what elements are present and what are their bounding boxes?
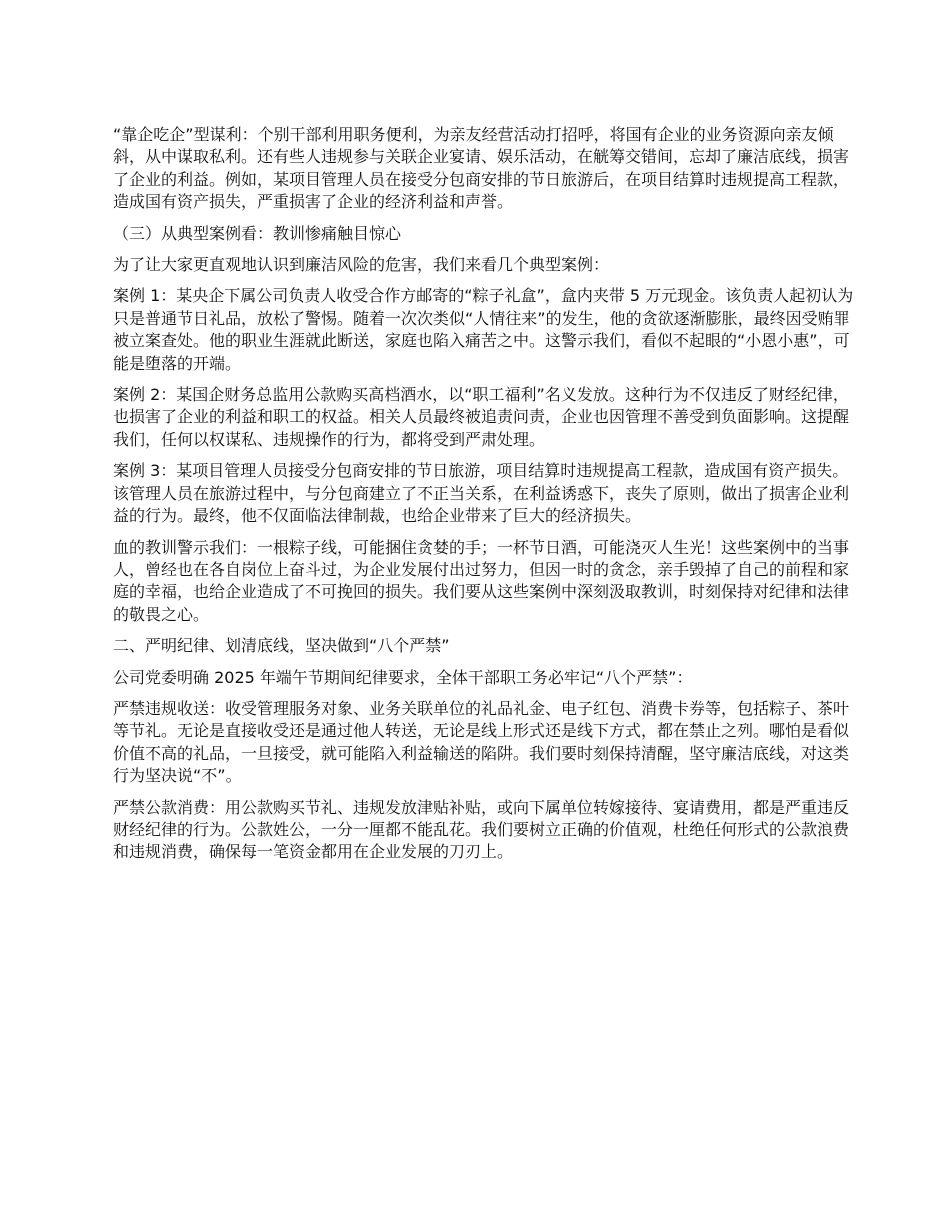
document-page — [113, 124, 859, 873]
section-heading-typical-cases: （三）从典型案例看：教训惨痛触目惊心 — [113, 223, 402, 243]
section-heading-eight-prohibitions: 二、严明纪律、划清底线，坚决做到“八个严禁” — [113, 636, 450, 656]
paragraph-kaoqi-chiqi: “靠企吃企”型谋利：个别干部利用职务便利，为亲友经营活动打招呼，将国有企业的业务资源向亲友倾斜，从中谋取私利。还有些人违规参与关联企业宴请、娱乐活动，在觥筹交错间，忘却了廉洁底线，损害了企业的利益。例如，某项目管理人员在接受分包商安排的节日旅游后，在项目结算时违规提高工程款，造成国有资产损失，严重损害了企业的经济利益和声誉。 — [113, 125, 850, 212]
paragraph-no-gifts: 严禁违规收送：收受管理服务对象、业务关联单位的礼品礼金、电子红包、消费卡券等，包括粽子、茶叶等节礼。无论是直接收受还是通过他人转送，无论是线上形式还是线下方式，都在禁止之列。哪怕是看似价值不高的礼品，一旦接受，就可能陷入利益输送的陷阱。我们要时刻保持清醒，坚守廉洁底线，对这类行为坚决说“不”。 — [113, 698, 850, 786]
paragraph-party-requirements: 公司党委明确 2025 年端午节期间纪律要求，全体干部职工务必牢记“八个严禁”： — [113, 667, 693, 687]
paragraph-case-1: 案例 1：某央企下属公司负责人收受合作方邮寄的“粽子礼盒”，盒内夹带 5 万元现金。该负责人起初认为只是普通节日礼品，放松了警惕。随着一次次类似“人情往来”的发生，他的贪欲逐渐膨胀，最终因受贿罪被立案查处。他的职业生涯就此断送，家庭也陷入痛苦之中。这警示我们，看似不起眼的“小恩小惠”，可能是堕落的开端。 — [113, 286, 854, 373]
paragraph-cases-intro: 为了让大家更直观地认识到廉洁风险的危害，我们来看几个典型案例： — [113, 255, 610, 275]
paragraph-case-2: 案例 2：某国企财务总监用公款购买高档酒水，以“职工福利”名义发放。这种行为不仅违反了财经纪律，也损害了企业的利益和职工的权益。相关人员最终被追责问责，企业也因管理不善受到负面影响。这提醒我们，任何以权谋私、违规操作的行为，都将受到严肃处理。 — [113, 385, 850, 449]
paragraph-case-3: 案例 3：某项目管理人员接受分包商安排的节日旅游，项目结算时违规提高工程款，造成国有资产损失。该管理人员在旅游过程中，与分包商建立了不正当关系，在利益诱惑下，丧失了原则，做出了损害企业利益的行为。最终，他不仅面临法律制裁，也给企业带来了巨大的经济损失。 — [113, 461, 850, 526]
paragraph-lessons: 血的教训警示我们：一根粽子线，可能捆住贪婪的手；一杯节日酒，可能浇灭人生光！这些案例中的当事人，曾经也在各自岗位上奋斗过，为企业发展付出过努力，但因一时的贪念，亲手毁掉了自己的前程和家庭的幸福，也给企业造成了不可挽回的损失。我们要从这些案例中深刻汲取教训，时刻保持对纪律和法律的敬畏之心。 — [113, 537, 850, 624]
paragraph-no-public-spending: 严禁公款消费：用公款购买节礼、违规发放津贴补贴，或向下属单位转嫁接待、宴请费用，都是严重违反财经纪律的行为。公款姓公，一分一厘都不能乱花。我们要树立正确的价值观，杜绝任何形式的公款浪费和违规消费，确保每一笔资金都用在企业发展的刀刃上。 — [113, 797, 850, 862]
